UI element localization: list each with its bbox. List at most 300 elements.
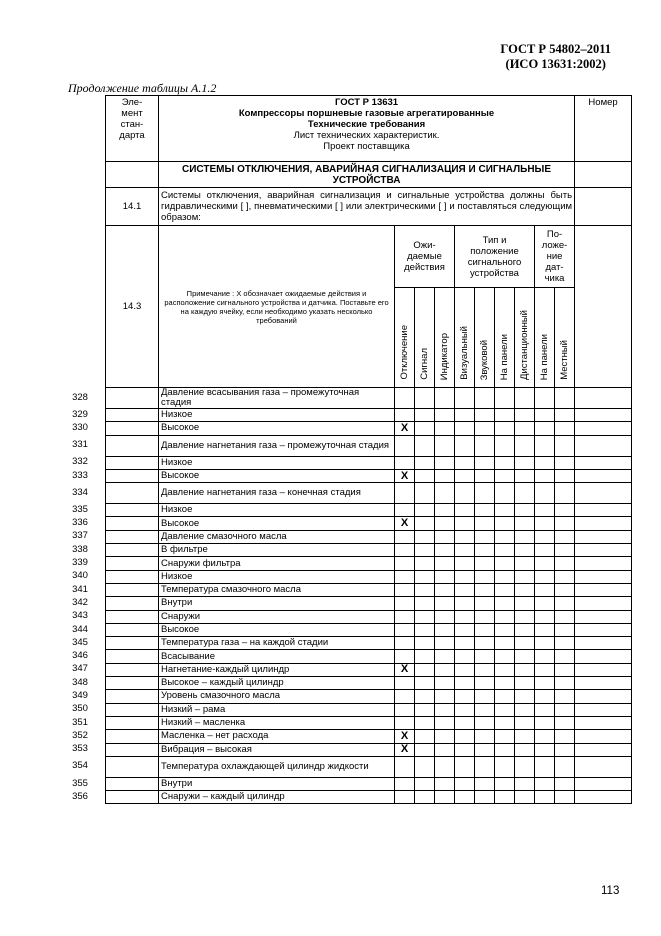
mark-cell	[495, 730, 515, 743]
shutdown-mark	[395, 597, 415, 610]
row-number: 342	[72, 596, 88, 608]
shutdown-mark: X	[395, 422, 415, 435]
mark-cell	[475, 570, 495, 583]
mark-cell	[455, 650, 475, 663]
document-designation	[500, 42, 611, 72]
row-number: 351	[72, 716, 88, 728]
mark-cell	[435, 730, 455, 743]
mark-cell	[515, 703, 535, 716]
mark-cell	[495, 597, 515, 610]
mark-cell	[455, 583, 475, 596]
table-row	[106, 743, 632, 756]
mark-cell	[495, 469, 515, 482]
mark-cell	[495, 690, 515, 703]
mark-cell	[555, 777, 575, 790]
mark-cell	[555, 716, 575, 729]
row-number: 333	[72, 469, 88, 481]
number-cell	[575, 756, 632, 777]
shutdown-mark	[395, 504, 415, 517]
element-cell	[106, 557, 159, 570]
row-number: 331	[72, 439, 88, 451]
mark-cell	[555, 409, 575, 422]
element-cell	[106, 610, 159, 623]
element-cell	[106, 743, 159, 756]
mark-cell	[515, 730, 535, 743]
mark-cell	[555, 610, 575, 623]
mark-cell	[555, 469, 575, 482]
mark-cell	[475, 557, 495, 570]
mark-cell	[435, 422, 455, 435]
mark-cell	[475, 504, 495, 517]
shutdown-mark: X	[395, 730, 415, 743]
row-number: 347	[72, 663, 88, 675]
mark-cell	[455, 637, 475, 650]
parameter-label: Давление нагнетания газа – конечная стадия	[159, 483, 395, 504]
parameter-label: Уровень смазочного масла	[159, 690, 395, 703]
item-14-1-text: Системы отключения, аварийная сигнализация и сигнальные устройства должны быть гидравлическими [ ], пневматическими [ ] или электрическими [ ] и поставляться следующим образом:	[159, 188, 575, 226]
parameter-label: Давление всасывания газа – промежуточная стадия	[159, 388, 395, 409]
mark-cell	[535, 650, 555, 663]
mark-cell	[535, 663, 555, 676]
col-alarm-label: Сигнал	[415, 288, 435, 388]
mark-cell	[555, 663, 575, 676]
table-row	[106, 504, 632, 517]
row-number: 341	[72, 583, 88, 595]
mark-cell	[455, 557, 475, 570]
shutdown-mark	[395, 483, 415, 504]
shutdown-mark	[395, 409, 415, 422]
mark-cell	[415, 570, 435, 583]
parameter-label: Масленка – нет расхода	[159, 730, 395, 743]
mark-cell	[515, 388, 535, 409]
mark-cell	[415, 435, 435, 456]
mark-cell	[535, 597, 555, 610]
row-number: 352	[72, 729, 88, 741]
shutdown-mark	[395, 435, 415, 456]
mark-cell	[455, 610, 475, 623]
table-row	[106, 570, 632, 583]
mark-cell	[555, 483, 575, 504]
element-cell	[106, 677, 159, 690]
number-cell	[575, 504, 632, 517]
mark-cell	[455, 791, 475, 804]
shutdown-mark: X	[395, 743, 415, 756]
table-row	[106, 677, 632, 690]
parameter-label: Вибрация – высокая	[159, 743, 395, 756]
element-cell	[106, 690, 159, 703]
number-cell	[575, 777, 632, 790]
mark-cell	[555, 435, 575, 456]
row-number: 350	[72, 703, 88, 715]
mark-cell	[435, 530, 455, 543]
element-cell	[106, 530, 159, 543]
mark-cell	[455, 530, 475, 543]
page-number: 113	[601, 885, 620, 897]
mark-cell	[475, 456, 495, 469]
mark-cell	[555, 623, 575, 636]
element-cell	[106, 730, 159, 743]
parameter-label: Температура газа – на каждой стадии	[159, 637, 395, 650]
mark-cell	[555, 650, 575, 663]
mark-cell	[475, 583, 495, 596]
mark-cell	[555, 597, 575, 610]
parameter-label: Давление смазочного масла	[159, 530, 395, 543]
mark-cell	[435, 435, 455, 456]
mark-cell	[515, 610, 535, 623]
mark-cell	[515, 422, 535, 435]
mark-cell	[435, 703, 455, 716]
mark-cell	[475, 777, 495, 790]
mark-cell	[455, 690, 475, 703]
mark-cell	[495, 743, 515, 756]
mark-cell	[495, 409, 515, 422]
row-number: 343	[72, 610, 88, 622]
mark-cell	[535, 409, 555, 422]
mark-cell	[535, 791, 555, 804]
number-cell	[575, 716, 632, 729]
mark-cell	[535, 504, 555, 517]
item-14-3-note: Примечание : X обозначает ожидаемые действия и расположение сигнального устройства и датчика. Поставьте его на каждую ячейку, если необходимо указать несколько требований	[159, 226, 395, 388]
mark-cell	[415, 716, 435, 729]
shutdown-mark	[395, 610, 415, 623]
mark-cell	[535, 456, 555, 469]
mark-cell	[555, 388, 575, 409]
element-cell	[106, 544, 159, 557]
data-rows	[106, 388, 632, 804]
shutdown-mark	[395, 650, 415, 663]
mark-cell	[515, 791, 535, 804]
mark-cell	[515, 435, 535, 456]
parameter-label: Высокое	[159, 469, 395, 482]
mark-cell	[495, 583, 515, 596]
mark-cell	[555, 570, 575, 583]
shutdown-mark	[395, 583, 415, 596]
mark-cell	[495, 756, 515, 777]
shutdown-mark	[395, 690, 415, 703]
element-cell	[106, 504, 159, 517]
parameter-label: Низкое	[159, 409, 395, 422]
table-row	[106, 690, 632, 703]
row-number: 335	[72, 503, 88, 515]
mark-cell	[515, 690, 535, 703]
table-row	[106, 456, 632, 469]
mark-cell	[555, 743, 575, 756]
table-continuation-label: Продолжение таблицы А.1.2	[68, 81, 217, 95]
number-cell	[575, 677, 632, 690]
parameter-label: Всасывание	[159, 650, 395, 663]
row-number: 340	[72, 570, 88, 582]
mark-cell	[535, 690, 555, 703]
parameter-label: Низкий – масленка	[159, 716, 395, 729]
mark-cell	[555, 544, 575, 557]
mark-cell	[435, 557, 455, 570]
mark-cell	[515, 650, 535, 663]
mark-cell	[455, 777, 475, 790]
supplier-project-label: Проект поставщика	[323, 141, 410, 152]
mark-cell	[475, 469, 495, 482]
mark-cell	[415, 663, 435, 676]
mark-cell	[555, 583, 575, 596]
shutdown-mark: X	[395, 663, 415, 676]
item-14-3-number-cell	[575, 226, 632, 388]
mark-cell	[515, 456, 535, 469]
table-row	[106, 530, 632, 543]
mark-cell	[535, 743, 555, 756]
mark-cell	[515, 756, 535, 777]
mark-cell	[455, 388, 475, 409]
shutdown-mark	[395, 456, 415, 469]
number-cell	[575, 456, 632, 469]
mark-cell	[435, 690, 455, 703]
mark-cell	[415, 388, 435, 409]
mark-cell	[495, 517, 515, 530]
mark-cell	[515, 469, 535, 482]
element-cell	[106, 517, 159, 530]
mark-cell	[455, 483, 475, 504]
mark-cell	[435, 791, 455, 804]
mark-cell	[435, 623, 455, 636]
gost-number: ГОСТ Р 54802–2011	[500, 42, 611, 56]
parameter-label: Внутри	[159, 777, 395, 790]
mark-cell	[415, 557, 435, 570]
mark-cell	[495, 716, 515, 729]
parameter-label: Внутри	[159, 597, 395, 610]
section-number-cell	[575, 162, 632, 188]
mark-cell	[515, 570, 535, 583]
item-14-3-group-row	[106, 226, 632, 288]
standard-subtitle: Технические требования	[307, 119, 426, 130]
shutdown-mark	[395, 716, 415, 729]
mark-cell	[455, 517, 475, 530]
element-cell	[106, 637, 159, 650]
table-row	[106, 409, 632, 422]
col-local-label: Местный	[555, 288, 575, 388]
mark-cell	[435, 570, 455, 583]
mark-cell	[535, 517, 555, 530]
mark-cell	[435, 504, 455, 517]
row-number: 356	[72, 790, 88, 802]
mark-cell	[455, 544, 475, 557]
element-cell	[106, 469, 159, 482]
element-cell	[106, 777, 159, 790]
mark-cell	[515, 517, 535, 530]
element-cell	[106, 388, 159, 409]
mark-cell	[515, 663, 535, 676]
parameter-label: Низкое	[159, 456, 395, 469]
mark-cell	[555, 703, 575, 716]
table-row	[106, 435, 632, 456]
mark-cell	[455, 409, 475, 422]
mark-cell	[535, 677, 555, 690]
mark-cell	[415, 703, 435, 716]
mark-cell	[475, 703, 495, 716]
col-panel-sensor-label: На панели	[535, 288, 555, 388]
row-number: 336	[72, 517, 88, 529]
parameter-label: Температура охлаждающей цилиндр жидкости	[159, 756, 395, 777]
mark-cell	[555, 637, 575, 650]
table-row	[106, 544, 632, 557]
number-cell	[575, 530, 632, 543]
mark-cell	[555, 530, 575, 543]
mark-cell	[515, 743, 535, 756]
mark-cell	[515, 504, 535, 517]
mark-cell	[415, 610, 435, 623]
mark-cell	[535, 469, 555, 482]
col-remote-label: Дистанционный	[515, 288, 535, 388]
shutdown-mark	[395, 570, 415, 583]
row-number: 328	[72, 391, 88, 403]
parameter-label: Снаружи – каждый цилиндр	[159, 791, 395, 804]
mark-cell	[475, 756, 495, 777]
mark-cell	[535, 435, 555, 456]
shutdown-mark	[395, 530, 415, 543]
parameter-label: В фильтре	[159, 544, 395, 557]
shutdown-mark	[395, 544, 415, 557]
table-row	[106, 583, 632, 596]
table-row	[106, 756, 632, 777]
mark-cell	[495, 544, 515, 557]
parameter-label: Низкое	[159, 570, 395, 583]
number-cell	[575, 422, 632, 435]
mark-cell	[535, 422, 555, 435]
mark-cell	[415, 469, 435, 482]
mark-cell	[495, 637, 515, 650]
element-column-header: Эле- мент стан- дарта	[106, 96, 159, 162]
item-14-3-number: 14.3	[106, 226, 159, 388]
row-number: 330	[72, 421, 88, 433]
table-row	[106, 730, 632, 743]
col-audible-label: Звуковой	[475, 288, 495, 388]
number-cell	[575, 623, 632, 636]
mark-cell	[455, 469, 475, 482]
mark-cell	[475, 409, 495, 422]
mark-cell	[555, 456, 575, 469]
standard-name: Компрессоры поршневые газовые агрегатированные	[238, 108, 495, 119]
mark-cell	[475, 597, 495, 610]
element-cell	[106, 623, 159, 636]
section-empty-cell	[106, 162, 159, 188]
mark-cell	[415, 483, 435, 504]
shutdown-mark: X	[395, 517, 415, 530]
table-row	[106, 663, 632, 676]
mark-cell	[475, 388, 495, 409]
shutdown-mark	[395, 637, 415, 650]
mark-cell	[475, 517, 495, 530]
mark-cell	[455, 422, 475, 435]
mark-cell	[415, 743, 435, 756]
element-cell	[106, 483, 159, 504]
mark-cell	[415, 422, 435, 435]
mark-cell	[535, 583, 555, 596]
mark-cell	[415, 504, 435, 517]
mark-cell	[535, 703, 555, 716]
mark-cell	[495, 483, 515, 504]
mark-cell	[415, 544, 435, 557]
mark-cell	[475, 791, 495, 804]
mark-cell	[515, 557, 535, 570]
mark-cell	[415, 623, 435, 636]
element-cell	[106, 791, 159, 804]
mark-cell	[455, 716, 475, 729]
mark-cell	[435, 517, 455, 530]
mark-cell	[495, 777, 515, 790]
number-cell	[575, 743, 632, 756]
mark-cell	[435, 583, 455, 596]
shutdown-mark	[395, 677, 415, 690]
item-14-1-number: 14.1	[106, 188, 159, 226]
element-cell	[106, 435, 159, 456]
mark-cell	[415, 791, 435, 804]
mark-cell	[555, 517, 575, 530]
row-number: 329	[72, 408, 88, 420]
mark-cell	[515, 544, 535, 557]
mark-cell	[515, 637, 535, 650]
mark-cell	[535, 623, 555, 636]
parameter-label: Высокое	[159, 517, 395, 530]
mark-cell	[435, 483, 455, 504]
element-cell	[106, 570, 159, 583]
mark-cell	[415, 409, 435, 422]
mark-cell	[495, 650, 515, 663]
mark-cell	[555, 677, 575, 690]
mark-cell	[495, 422, 515, 435]
sensor-position-header: По- ложе- ние дат- чика	[535, 226, 575, 288]
mark-cell	[455, 456, 475, 469]
expected-actions-header: Ожи- даемые действия	[395, 226, 455, 288]
shutdown-mark	[395, 388, 415, 409]
mark-cell	[475, 483, 495, 504]
table-row	[106, 777, 632, 790]
mark-cell	[515, 409, 535, 422]
mark-cell	[495, 677, 515, 690]
parameter-label: Низкий – рама	[159, 703, 395, 716]
row-number: 334	[72, 486, 88, 498]
table-row	[106, 517, 632, 530]
number-cell	[575, 409, 632, 422]
section-title-row	[106, 162, 632, 188]
mark-cell	[475, 435, 495, 456]
mark-cell	[535, 530, 555, 543]
mark-cell	[475, 637, 495, 650]
mark-cell	[535, 716, 555, 729]
mark-cell	[435, 388, 455, 409]
mark-cell	[415, 690, 435, 703]
signal-type-header: Тип и положение сигнального устройства	[455, 226, 535, 288]
mark-cell	[495, 530, 515, 543]
number-cell	[575, 583, 632, 596]
section-title: СИСТЕМЫ ОТКЛЮЧЕНИЯ, АВАРИЙНАЯ СИГНАЛИЗАЦИЯ И СИГНАЛЬНЫЕ УСТРОЙСТВА	[159, 162, 575, 188]
table-row	[106, 716, 632, 729]
row-number: 346	[72, 650, 88, 662]
mark-cell	[535, 730, 555, 743]
row-number: 349	[72, 690, 88, 702]
number-cell	[575, 791, 632, 804]
parameter-label: Низкое	[159, 504, 395, 517]
iso-number: (ИСО 13631:2002)	[505, 57, 606, 71]
mark-cell	[475, 730, 495, 743]
mark-cell	[455, 623, 475, 636]
col-visual-label: Визуальный	[455, 288, 475, 388]
table-row	[106, 610, 632, 623]
shutdown-mark	[395, 623, 415, 636]
mark-cell	[455, 570, 475, 583]
mark-cell	[535, 544, 555, 557]
mark-cell	[495, 570, 515, 583]
row-number: 348	[72, 676, 88, 688]
mark-cell	[495, 456, 515, 469]
mark-cell	[455, 703, 475, 716]
element-cell	[106, 716, 159, 729]
